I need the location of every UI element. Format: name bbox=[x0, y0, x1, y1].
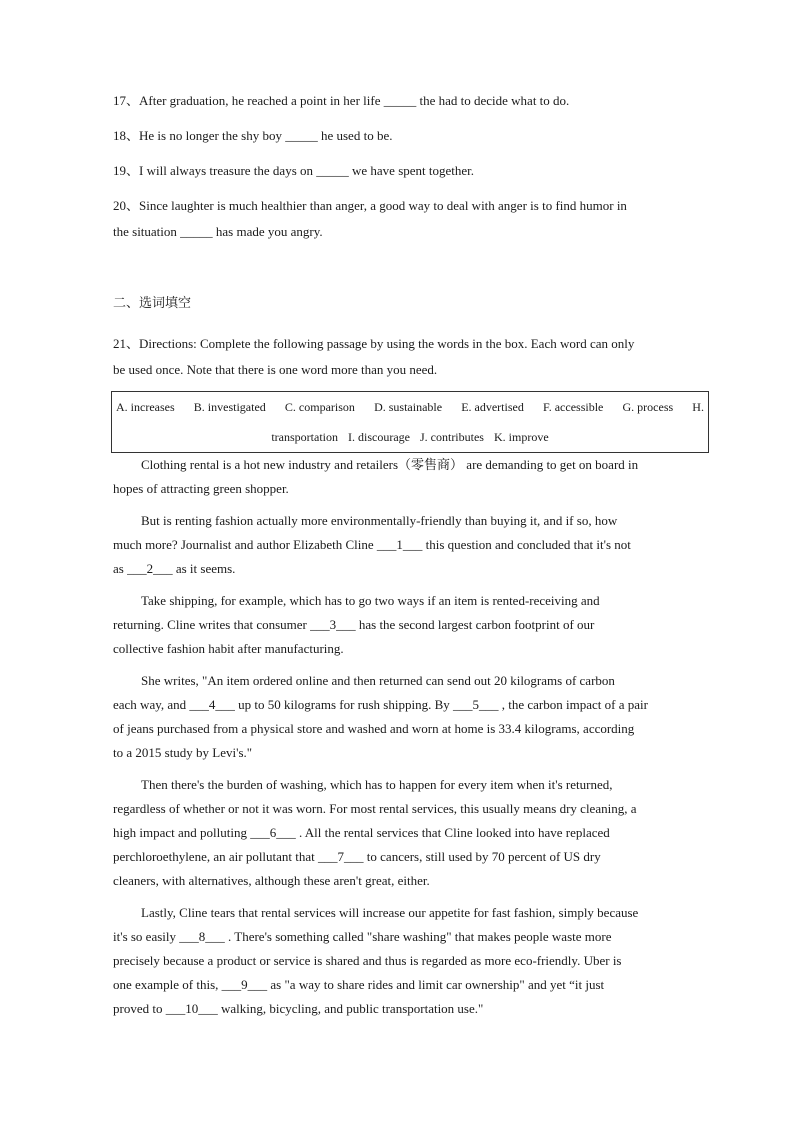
word-option: G. process bbox=[622, 400, 674, 414]
passage-line: Lastly, Cline tears that rental services will increase our appetite for fast fashion, simply because bbox=[141, 905, 639, 920]
word-option: I. discourage bbox=[348, 430, 410, 444]
passage-line: precisely because a product or service is shared and thus is regarded as more eco-friendly. Uber is bbox=[113, 953, 622, 968]
passage-paragraph bbox=[113, 901, 681, 1021]
passage-paragraph bbox=[113, 669, 681, 765]
passage-line: But is renting fashion actually more environmentally-friendly than buying it, and if so, how bbox=[141, 513, 618, 528]
question-line: 19、I will always treasure the days on _____ we have spent together. bbox=[113, 163, 475, 178]
passage-line: each way, and ___4___ up to 50 kilograms for rush shipping. By ___5___ , the carbon impact of a pair bbox=[113, 697, 648, 712]
passage-line: to a 2015 study by Levi's." bbox=[113, 745, 253, 760]
question-list bbox=[113, 88, 681, 245]
question-18 bbox=[113, 123, 681, 149]
word-option: A. increases bbox=[116, 400, 175, 414]
passage-line: high impact and polluting ___6___ . All the rental services that Cline looked into have replaced bbox=[113, 825, 610, 840]
word-option: transportation bbox=[271, 430, 338, 444]
passage-line: it's so easily ___8___ . There's something called "share washing" that makes people waste more bbox=[113, 929, 612, 944]
passage-line: regardless of whether or not it was worn. For most rental services, this usually means dry cleaning, a bbox=[113, 801, 637, 816]
word-option: J. contributes bbox=[419, 430, 484, 444]
word-box bbox=[111, 391, 709, 453]
passage-line: as ___2___ as it seems. bbox=[113, 561, 236, 576]
question-line: 17、After graduation, he reached a point in her life _____ the had to decide what to do. bbox=[113, 93, 570, 108]
word-option: E. advertised bbox=[461, 400, 524, 414]
passage-line: Then there's the burden of washing, which has to happen for every item when it's returned, bbox=[141, 777, 613, 792]
passage-line: perchloroethylene, an air pollutant that ___7___ to cancers, still used by 70 percent of US dry bbox=[113, 849, 601, 864]
passage-paragraph bbox=[113, 509, 681, 581]
word-option: K. improve bbox=[493, 430, 549, 444]
passage-line: Clothing rental is a hot new industry and retailers（零售商） are demanding to get on board in bbox=[141, 457, 639, 472]
word-box-row bbox=[112, 422, 708, 452]
word-option: D. sustainable bbox=[374, 400, 443, 414]
question-17 bbox=[113, 88, 681, 114]
passage-line: returning. Cline writes that consumer ___3___ has the second largest carbon footprint of our bbox=[113, 617, 595, 632]
word-box-row bbox=[112, 392, 708, 422]
passage-line: much more? Journalist and author Elizabeth Cline ___1___ this question and concluded that it's not bbox=[113, 537, 631, 552]
word-option: B. investigated bbox=[193, 400, 266, 414]
passage bbox=[113, 453, 681, 1021]
passage-line: one example of this, ___9___ as "a way to share rides and limit car ownership" and yet “it just bbox=[113, 977, 605, 992]
document-page bbox=[113, 88, 704, 1029]
word-option: C. comparison bbox=[284, 400, 355, 414]
passage-line: Take shipping, for example, which has to go two ways if an item is rented-receiving and bbox=[141, 593, 600, 608]
passage-paragraph bbox=[113, 773, 681, 893]
directions bbox=[113, 331, 681, 383]
passage-line: cleaners, with alternatives, although these aren't great, either. bbox=[113, 873, 430, 888]
question-line: 18、He is no longer the shy boy _____ he used to be. bbox=[113, 128, 393, 143]
directions-line: 21、Directions: Complete the following passage by using the words in the box. Each word can only bbox=[113, 336, 635, 351]
passage-line: of jeans purchased from a physical store and washed and worn at home is 33.4 kilograms, according bbox=[113, 721, 635, 736]
passage-line: collective fashion habit after manufacturing. bbox=[113, 641, 344, 656]
question-20 bbox=[113, 193, 681, 245]
question-line: 20、Since laughter is much healthier than anger, a good way to deal with anger is to find humor in bbox=[113, 198, 627, 213]
section-title: 二、选词填空 bbox=[113, 296, 192, 311]
directions-line: be used once. Note that there is one word more than you need. bbox=[113, 362, 438, 377]
word-option: F. accessible bbox=[543, 400, 604, 414]
passage-line: She writes, "An item ordered online and then returned can send out 20 kilograms of carbon bbox=[141, 673, 615, 688]
question-19 bbox=[113, 158, 681, 184]
passage-line: proved to ___10___ walking, bicycling, and public transportation use." bbox=[113, 1001, 484, 1016]
passage-line: hopes of attracting green shopper. bbox=[113, 481, 289, 496]
question-line: the situation _____ has made you angry. bbox=[113, 224, 323, 239]
word-option: H. bbox=[692, 400, 704, 414]
passage-paragraph bbox=[113, 589, 681, 661]
passage-paragraph bbox=[113, 453, 681, 501]
